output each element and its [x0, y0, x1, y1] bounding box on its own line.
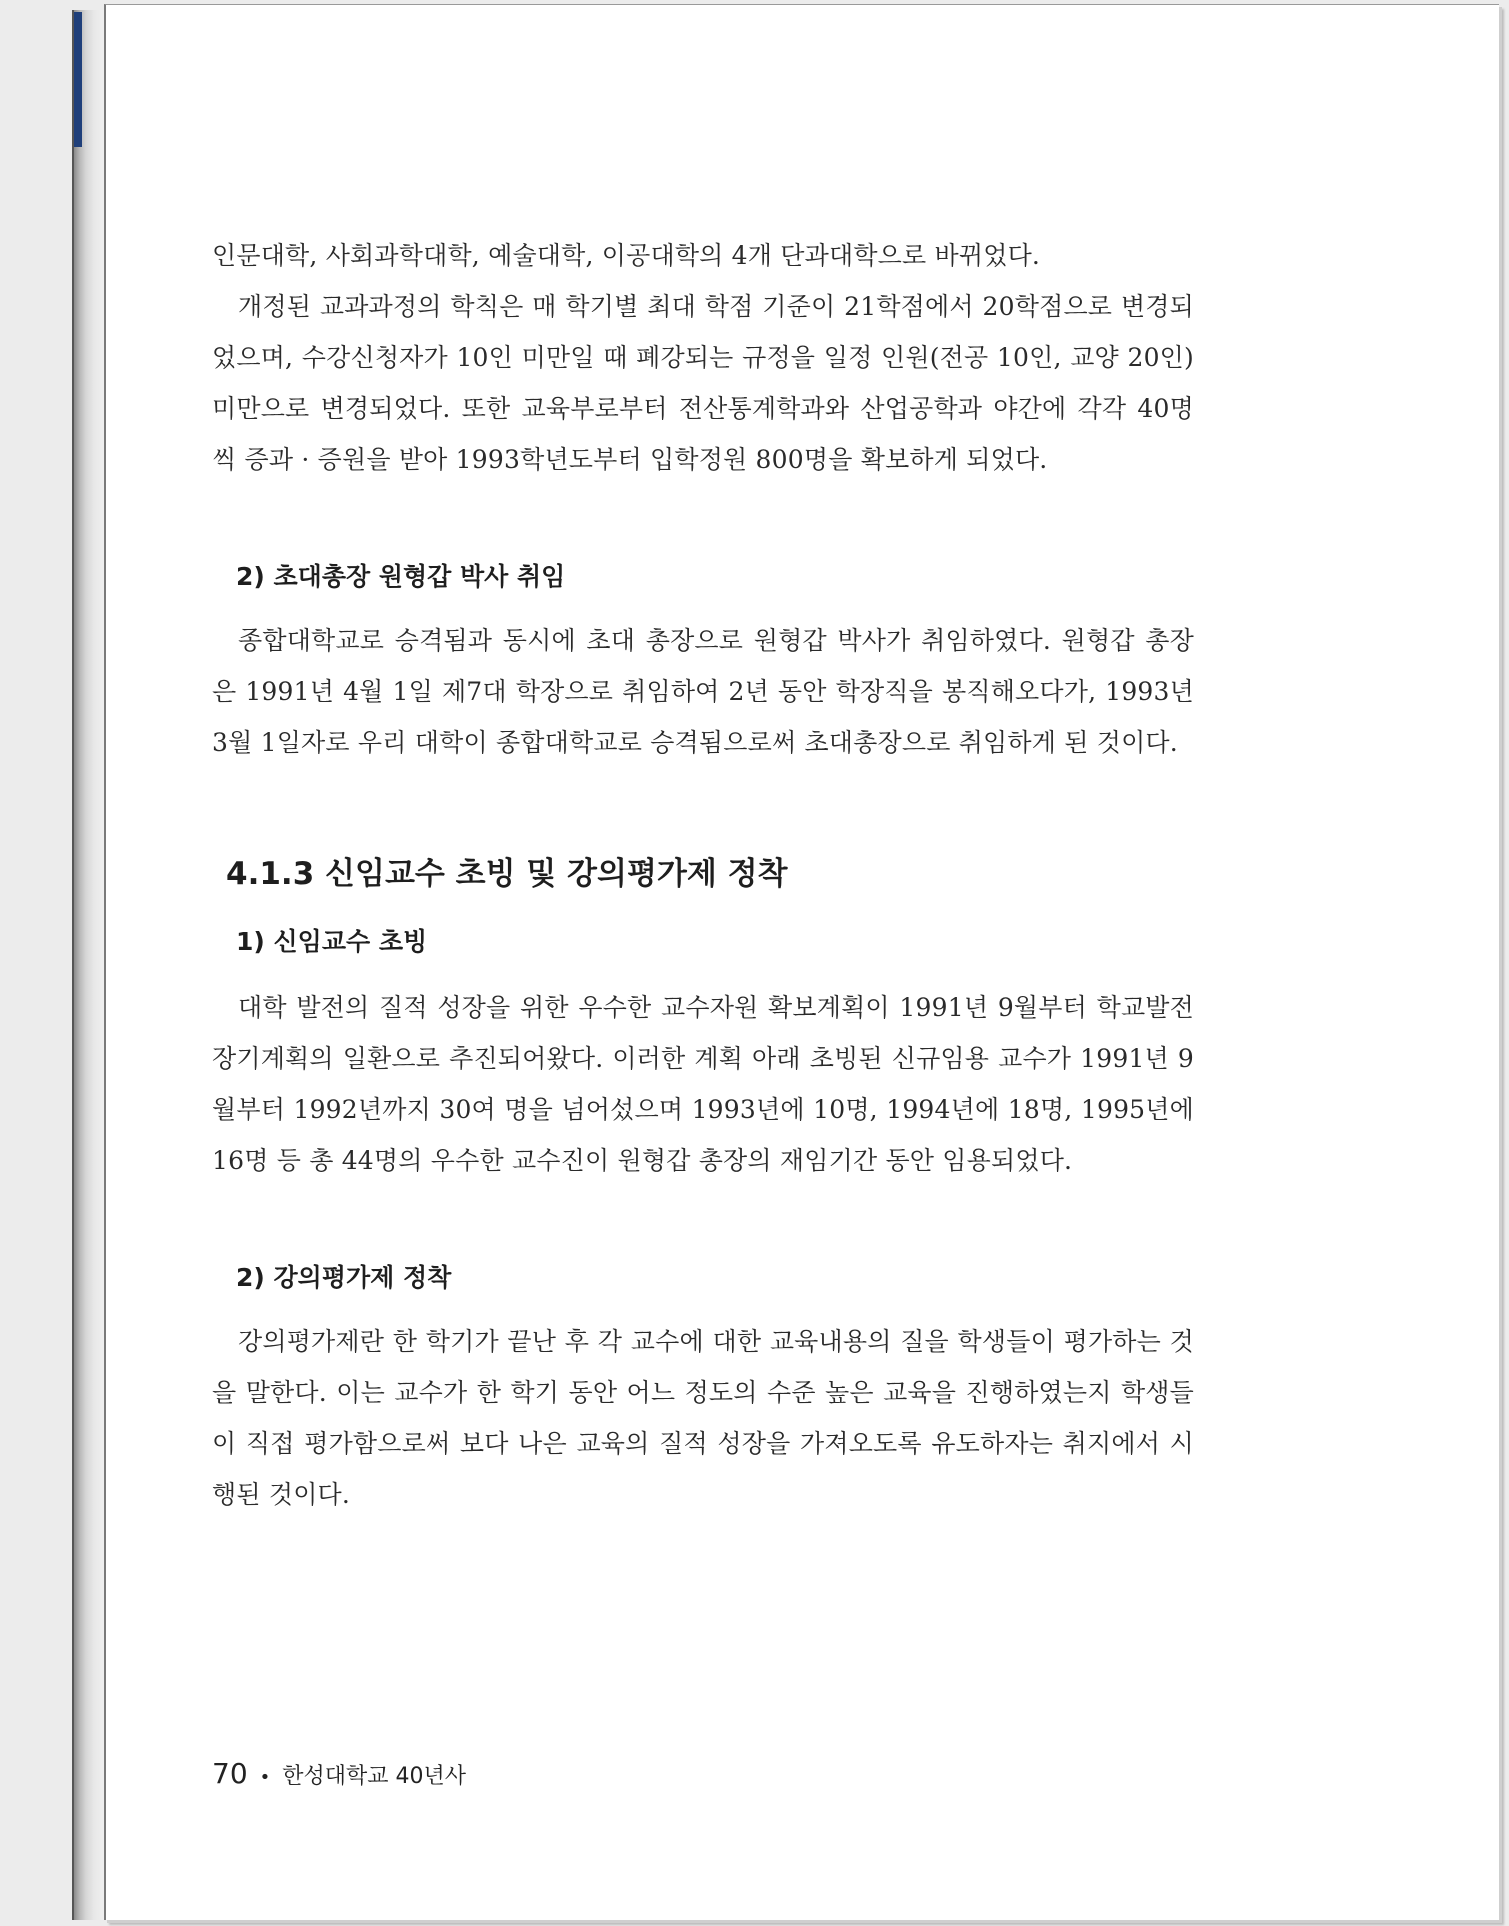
page-number: 70 [212, 1757, 248, 1790]
page-content [212, 230, 1194, 1520]
spine-accent [74, 12, 82, 147]
subsection-heading-new-faculty: 1) 신임교수 초빙 [236, 927, 428, 956]
intro-continuation: 인문대학, 사회과학대학, 예술대학, 이공대학의 4개 단과대학으로 바뀌었다. [212, 241, 1041, 270]
section-heading-413: 4.1.3 신임교수 초빙 및 강의평가제 정착 [226, 856, 788, 892]
president-paragraph: 종합대학교로 승격됨과 동시에 초대 총장으로 원형갑 박사가 취임하였다. 원형갑 총장은 1991년 4월 1일 제7대 학장으로 취임하여 2년 동안 학장직을 봉직해오다가, 1993년 3월 1일자로 우리 대학이 종합대학교로 승격됨으로써 초대총장으로 취임하게 된 것이다. [212, 626, 1194, 757]
subsection-heading-lecture-evaluation: 2) 강의평가제 정착 [236, 1263, 452, 1292]
book-title: 한성대학교 40년사 [282, 1764, 467, 1789]
footer-separator: • [259, 1767, 271, 1788]
lecture-evaluation-paragraph: 강의평가제란 한 학기가 끝난 후 각 교수에 대한 교육내용의 질을 학생들이 평가하는 것을 말한다. 이는 교수가 한 학기 동안 어느 정도의 수준 높은 교육을 진행하였는지 학생들이 직접 평가함으로써 보다 나은 교육의 질적 성장을 가져오도록 유도하자는 취지에서 시행된 것이다. [212, 1327, 1194, 1509]
intro-paragraph: 개정된 교과과정의 학칙은 매 학기별 최대 학점 기준이 21학점에서 20학점으로 변경되었으며, 수강신청자가 10인 미만일 때 폐강되는 규정을 일정 인원(전공 10인, 교양 20인) 미만으로 변경되었다. 또한 교육부로부터 전산통계학과와 산업공학과 야간에 각각 40명씩 증과 · 증원을 받아 1993학년도부터 입학정원 800명을 확보하게 되었다. [212, 292, 1194, 474]
subsection-heading-president: 2) 초대총장 원형갑 박사 취임 [236, 562, 566, 591]
new-faculty-paragraph: 대학 발전의 질적 성장을 위한 우수한 교수자원 확보계획이 1991년 9월부터 학교발전장기계획의 일환으로 추진되어왔다. 이러한 계획 아래 초빙된 신규임용 교수가 1991년 9월부터 1992년까지 30여 명을 넘어섰으며 1993년에 10명, 1994년에 18명, 1995년에 16명 등 총 44명의 우수한 교수진이 원형갑 총장의 재임기간 동안 임용되었다. [212, 993, 1194, 1175]
page-footer [212, 1757, 466, 1790]
